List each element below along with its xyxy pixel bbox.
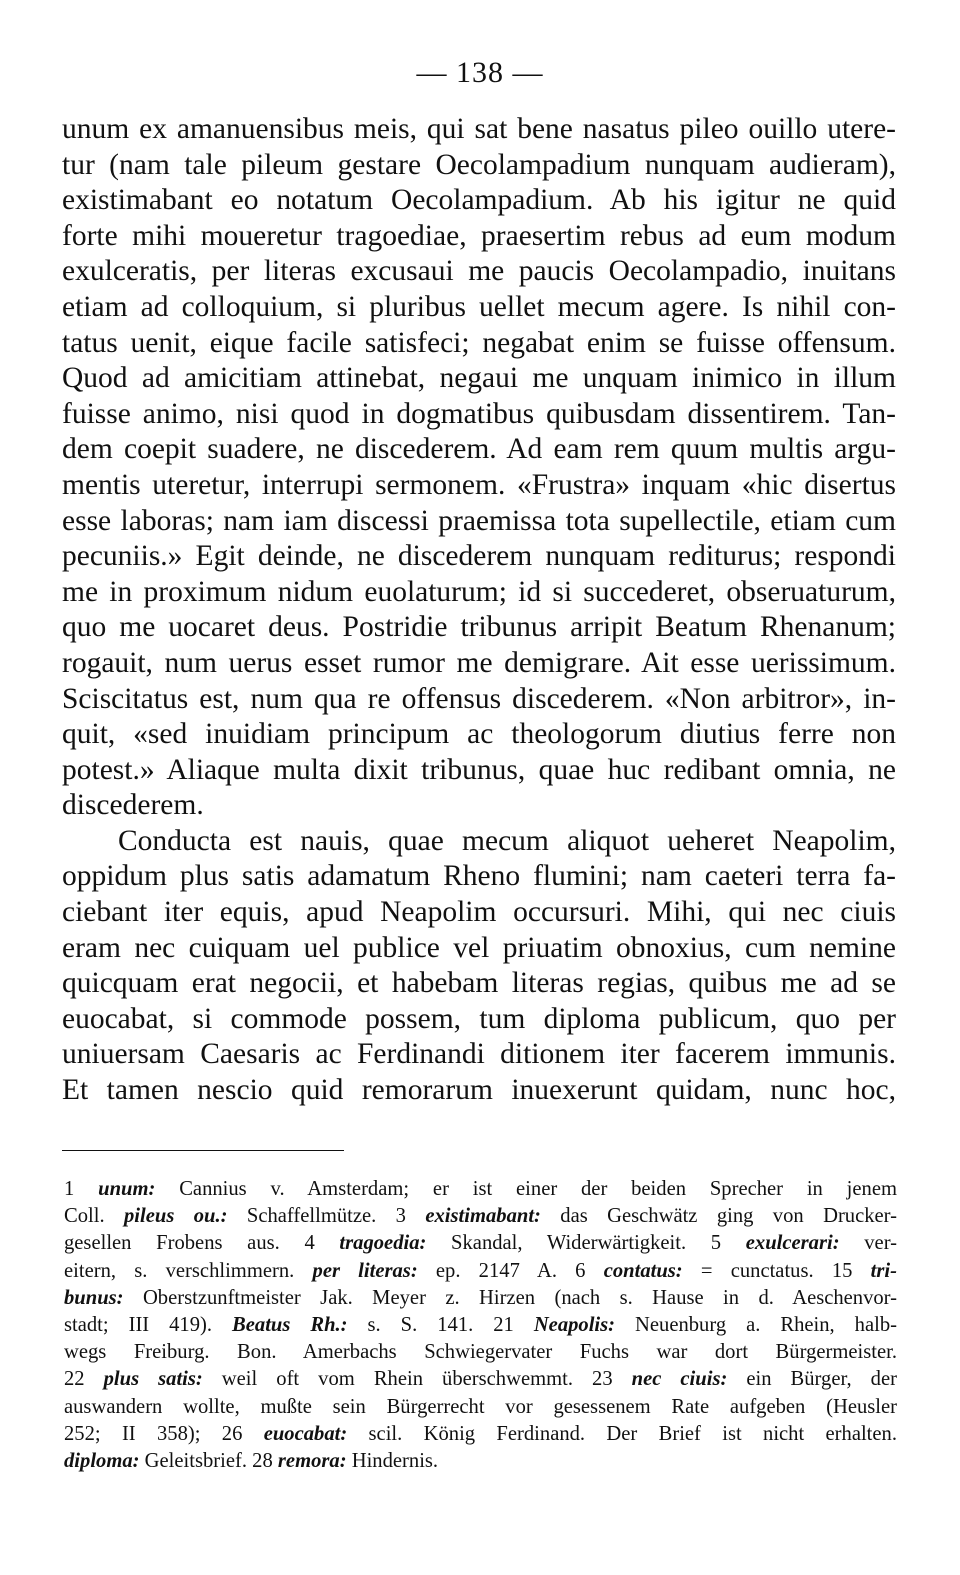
text-line: uniuersam Caesaris ac Ferdinandi ditionem iter facerem immunis. <box>62 1038 896 1071</box>
paragraph-end-line: discederem. <box>62 789 204 822</box>
footnote-text: 252; II 358); 26 <box>64 1422 264 1445</box>
footnote-text: ver- <box>839 1232 897 1255</box>
footnotes <box>64 1176 897 1475</box>
text-line: Quod ad amicitiam attinebat, negaui me unquam inimico in illum <box>62 362 896 395</box>
text-line: esse laboras; nam iam discessi praemissa tota supellectile, etiam cum <box>62 504 896 537</box>
footnote-text: stadt; III 419). <box>64 1313 233 1336</box>
text-line: mentis uteretur, interrupi sermonem. «Frustra» inquam «hic disertus <box>62 468 896 501</box>
footnote-lemma: tragoedia: <box>339 1232 427 1255</box>
text-line: quicquam erat negocii, et habebam literas regias, quibus me ad se <box>62 967 896 1000</box>
footnote-line <box>64 1176 897 1203</box>
footnote-text: ein Bürger, der <box>727 1368 897 1391</box>
footnote-text: wegs Freiburg. Bon. Amerbachs Schwiegervater Fuchs war dort Bürgermeister. <box>64 1341 897 1364</box>
text-line: euocabat, si commode possem, tum diploma publicum, quo per <box>62 1002 896 1035</box>
text-line: existimabant eo notatum Oecolampadium. Ab his igitur ne quid <box>62 184 896 217</box>
text-line: dem coepit suadere, ne discederem. Ad eam rem quum multis argu- <box>62 433 896 466</box>
text-line: unum ex amanuensibus meis, qui sat bene nasatus pileo ouillo utere- <box>62 113 896 145</box>
footnote-line <box>64 1285 897 1312</box>
text-line: exulceratis, per literas excusaui me paucis Oecolampadio, inuitans <box>62 255 896 288</box>
page-number: — 138 — <box>416 56 544 89</box>
text-line: quit, «sed inuidiam principum ac theologorum diutius ferre non <box>62 718 896 751</box>
text-line: rogauit, num uerus esset rumor me demigrare. Ait esse uerissimum. <box>62 646 896 679</box>
footnote-text: gesellen Frobens aus. 4 <box>64 1232 340 1255</box>
text-line: fuisse animo, nisi quod in dogmatibus quibusdam dissentirem. Tan- <box>62 397 896 430</box>
footnote-lemma: exulcerari: <box>745 1232 840 1255</box>
paragraph-start-line: Conducta est nauis, quae mecum aliquot ueheret Neapolim, <box>118 824 896 857</box>
footnote-text: Skandal, Widerwärtigkeit. 5 <box>426 1232 746 1255</box>
footnote-text: weil oft vom Rhein überschwemmt. 23 <box>202 1368 632 1391</box>
footnote-line <box>64 1339 897 1366</box>
text-line: quo me uocaret deus. Postridie tribunus arripit Beatum Rhenanum; <box>62 611 896 644</box>
footnote-line <box>64 1312 897 1339</box>
text-line: potest.» Aliaque multa dixit tribunus, quae huc redibant omnia, ne <box>62 753 896 786</box>
footnote-lemma: plus satis: <box>103 1368 203 1391</box>
footnote-lemma: unum: <box>98 1178 156 1200</box>
footnote-line <box>64 1258 897 1285</box>
footnote-text: ep. 2147 A. 6 <box>417 1259 604 1282</box>
footnote-text: scil. König Ferdinand. Der Brief ist nicht erhalten. <box>347 1422 897 1445</box>
footnote-lemma: existimabant: <box>425 1205 541 1228</box>
text-line: etiam ad colloquium, si pluribus uellet mecum agere. Is nihil con- <box>62 290 896 323</box>
footnote-lemma: bunus: <box>64 1286 124 1309</box>
footnote-text: Cannius v. Amsterdam; er ist einer der beiden Sprecher in jenem <box>155 1178 897 1200</box>
footnote-text: Neuenburg a. Rhein, halb- <box>615 1313 897 1336</box>
text-line: ciebant iter equis, apud Neapolim occursuri. Mihi, qui nec ciuis <box>62 896 896 929</box>
text-line: Sciscitatus est, num qua re offensus discederem. «Non arbitror», in- <box>62 682 896 715</box>
footnote-lemma: diploma: <box>64 1449 140 1472</box>
footnote-line <box>64 1448 897 1475</box>
text-line: tatus uenit, eique facile satisfeci; negabat enim se fuisse offensum. <box>62 326 896 359</box>
text-line: me in proximum nidum euolaturum; id si succederet, obseruaturum, <box>62 575 896 608</box>
main-text <box>62 112 896 1109</box>
footnote-text: eitern, s. verschlimmern. <box>64 1259 313 1282</box>
footnote-lemma: tri- <box>870 1259 897 1282</box>
footnote-text: Coll. <box>64 1205 124 1228</box>
footnote-lemma: pileus ou.: <box>124 1205 228 1228</box>
footnote-line <box>64 1366 897 1393</box>
footnote-text: 1 <box>64 1178 99 1200</box>
footnote-text: auswandern wollte, mußte sein Bürgerrecht vor gesessenem Rate aufgeben (Heusler <box>64 1395 897 1418</box>
footnote-line <box>64 1394 897 1421</box>
footnote-text: Hindernis. <box>346 1449 439 1472</box>
footnote-line <box>64 1421 897 1448</box>
footnote-lemma: remora: <box>277 1449 347 1472</box>
text-line: tur (nam tale pileum gestare Oecolampadium nunquam audieram), <box>62 148 896 181</box>
footnote-lemma: nec ciuis: <box>631 1368 728 1391</box>
footnote-lemma: Neapolis: <box>533 1313 616 1336</box>
text-line: pecuniis.» Egit deinde, ne discederem nunquam rediturus; respondi <box>62 540 896 573</box>
footnote-lemma: Beatus Rh.: <box>232 1313 348 1336</box>
footnote-text: s. S. 141. 21 <box>347 1313 534 1336</box>
text-line: oppidum plus satis adamatum Rheno flumini; nam caeteri terra fa- <box>62 860 896 893</box>
text-line: forte mihi moueretur tragoediae, praesertim rebus ad eum modum <box>62 219 896 252</box>
footnote-text: 22 <box>64 1368 104 1391</box>
footnote-lemma: euocabat: <box>263 1422 348 1445</box>
text-line: eram nec cuiquam uel publice vel priuatim obnoxius, cum nemine <box>62 931 896 964</box>
footnote-lemma: contatus: <box>603 1259 683 1282</box>
footnote-text: Geleitsbrief. 28 <box>139 1449 278 1472</box>
footnote-lemma: per literas: <box>312 1259 418 1282</box>
footnote-text: das Geschwätz ging von Drucker- <box>540 1205 897 1228</box>
footnote-text: Oberstzunftmeister Jak. Meyer z. Hirzen (nach s. Hause in d. Aeschenvor- <box>123 1286 897 1309</box>
footnote-text: = cunctatus. 15 <box>682 1259 871 1282</box>
footnote-line <box>64 1203 897 1230</box>
footnote-text: Schaffellmütze. 3 <box>227 1205 426 1228</box>
footnote-separator <box>62 1150 344 1151</box>
text-line: Et tamen nescio quid remorarum inuexerunt quidam, nunc hoc, <box>62 1074 896 1107</box>
footnote-line <box>64 1230 897 1257</box>
